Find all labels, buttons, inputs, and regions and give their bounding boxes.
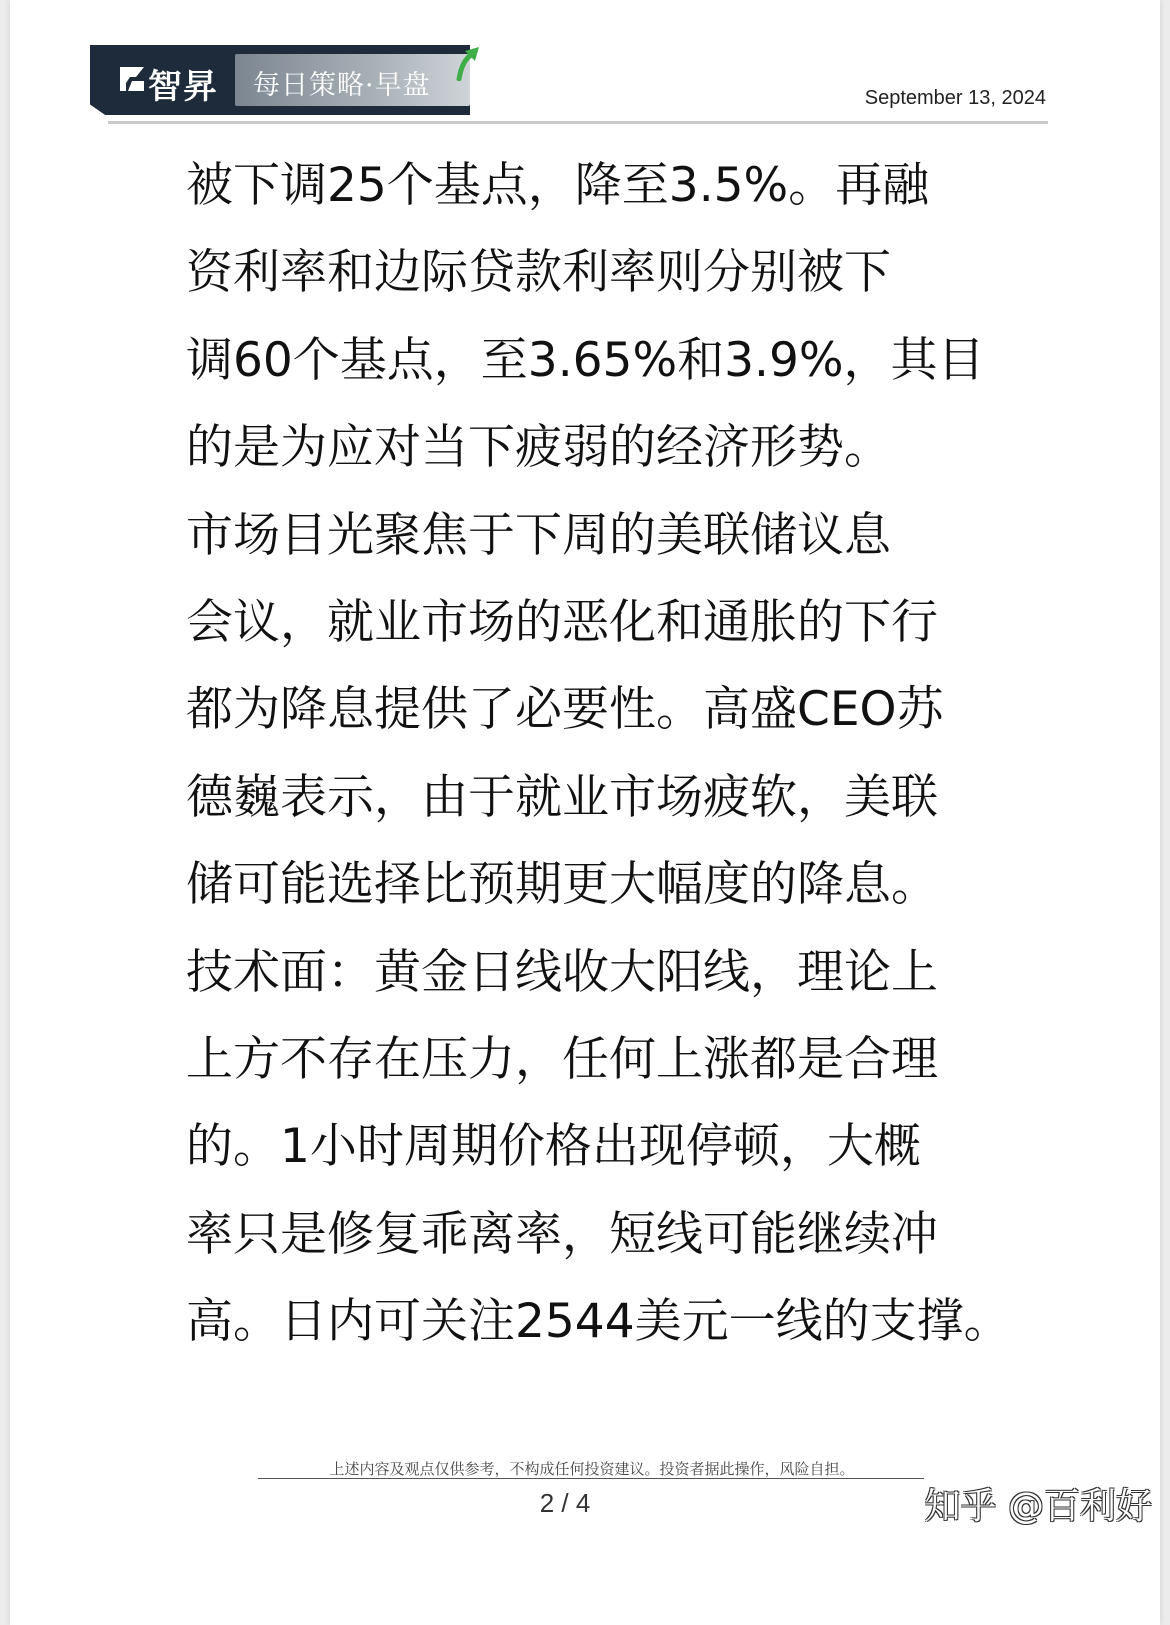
banner-subtitle-box [235,54,470,106]
body-line: 率只是修复乖离率，短线可能继续冲 [186,1206,938,1262]
body-line: 市场目光聚焦于下周的美联储议息 [186,507,891,563]
article-body [186,142,1011,1365]
header-divider [108,121,1048,124]
body-line: 技术面：黄金日线收大阳线，理论上 [186,944,938,1000]
report-date: September 13, 2024 [864,87,1046,109]
watermark: 知乎 @百利好 [924,1486,1152,1527]
body-line: 德巍表示，由于就业市场疲软，美联 [186,769,938,825]
body-line: 的是为应对当下疲弱的经济形势。 [186,420,891,476]
body-line: 储可能选择比预期更大幅度的降息。 [186,857,938,913]
page-number: 2 / 4 [539,1488,591,1518]
body-line: 资利率和边际贷款利率则分别被下 [186,245,891,301]
body-line: 调60个基点，至3.65%和3.9%，其目 [186,332,985,388]
banner-fold [90,103,108,115]
brand-name: 智昇 [148,67,218,107]
body-line: 都为降息提供了必要性。高盛CEO苏 [186,682,944,738]
disclaimer: 上述内容及观点仅供参考，不构成任何投资建议。投资者据此操作，风险自担。 [329,1460,855,1478]
document-page [10,0,1160,1625]
body-line: 上方不存在压力，任何上涨都是合理 [186,1031,938,1087]
body-line: 被下调25个基点，降至3.5%。再融 [186,158,930,213]
body-line: 高。日内可关注2544美元一线的支撑。 [186,1294,1011,1350]
header-banner [90,45,482,127]
up-arrow-icon [453,45,483,81]
disclaimer-underline [258,1478,924,1479]
body-line: 会议，就业市场的恶化和通胀的下行 [186,594,938,650]
banner-subtitle: 每日策略·早盘 [253,70,431,101]
zhisheng-logo-icon [116,63,148,95]
body-line: 的。1小时周期价格出现停顿，大概 [186,1119,921,1175]
